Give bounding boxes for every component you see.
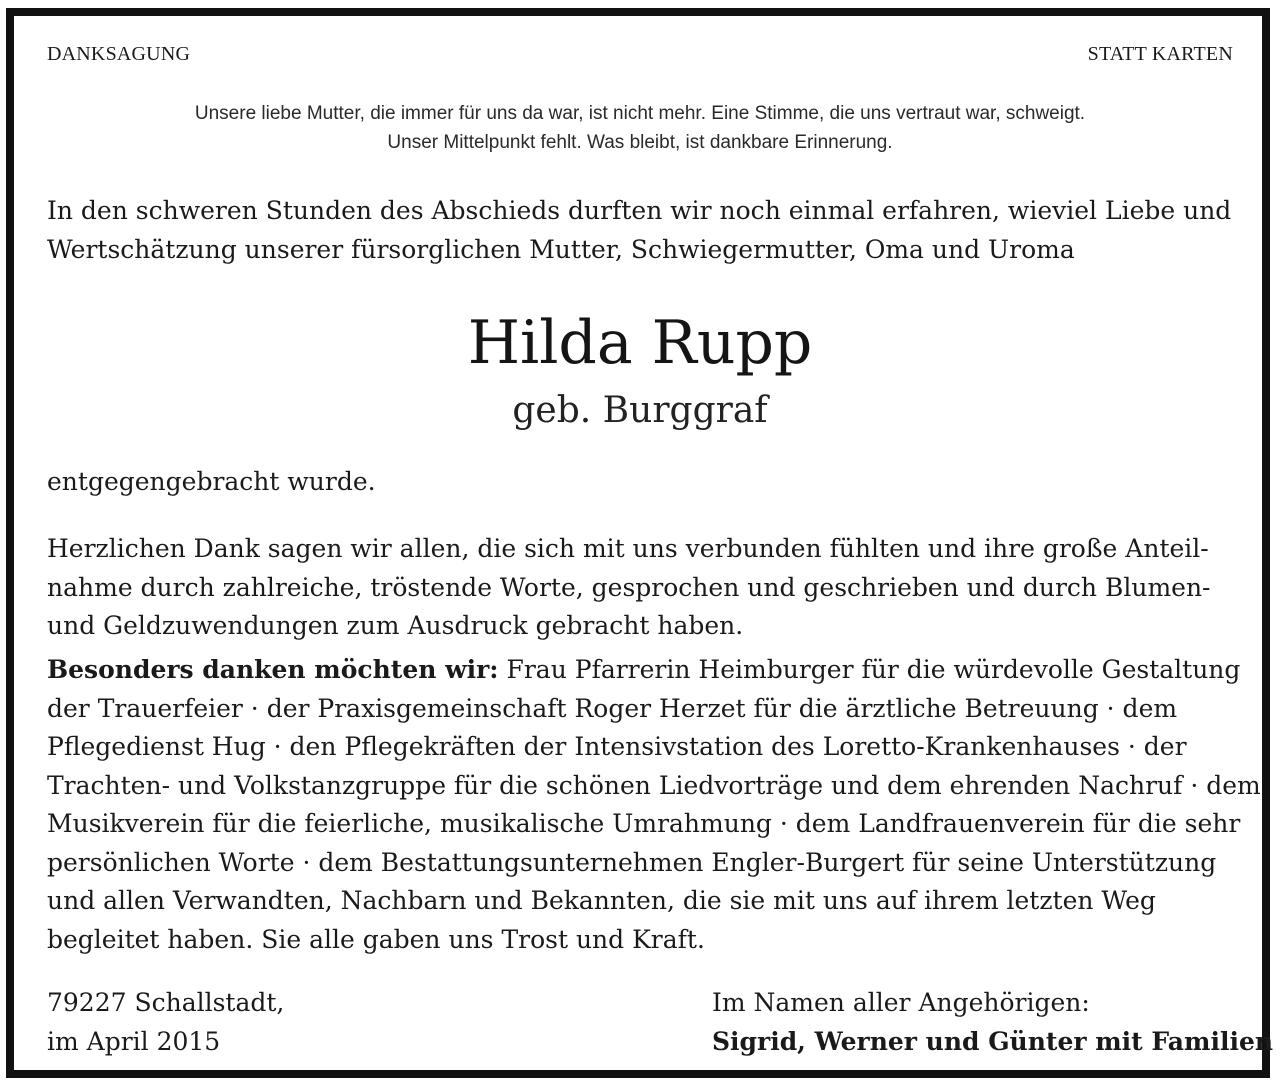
special-thanks-paragraph — [47, 651, 1261, 959]
special-line: Trachten- und Volkstanzgruppe für die schönen Liedvorträge und dem ehrenden Nachruf · dem — [47, 770, 1261, 800]
motto-line: Unser Mittelpunkt fehlt. Was bleibt, ist dankbare Erinnerung. — [387, 132, 893, 153]
thanks-paragraph — [47, 530, 1242, 646]
maiden-name: geb. Burggraf — [512, 390, 768, 431]
motto-line: Unsere liebe Mutter, die immer für uns da war, ist nicht mehr. Eine Stimme, die uns vertraut war, schweigt. — [194, 103, 1086, 124]
header-statt-karten: STATT KARTEN — [1087, 43, 1233, 65]
date-line: im April 2015 — [47, 1026, 221, 1056]
signature-names: Sigrid, Werner und Günter mit Familien — [712, 1026, 1274, 1056]
intro-paragraph — [47, 192, 1242, 269]
special-line: der Trauerfeier · der Praxisgemeinschaft Roger Herzet für die ärztliche Betreuung · dem — [47, 693, 1178, 723]
special-line-text: Frau Pfarrerin Heimburger für die würdevolle Gestaltung — [498, 655, 1241, 684]
intro-line: In den schweren Stunden des Abschieds durften wir noch einmal erfahren, wieviel Liebe und — [47, 196, 1232, 225]
thanks-line: Herzlichen Dank sagen wir allen, die sich mit uns verbunden fühlten und ihre große Anteil- — [47, 534, 1209, 563]
place-line: 79227 Schallstadt, — [47, 988, 285, 1017]
intro-line: Wertschätzung unserer fürsorglichen Mutter, Schwiegermutter, Oma und Uroma — [47, 234, 1075, 264]
signature-intro: Im Namen aller Angehörigen: — [712, 988, 1090, 1017]
thanks-line: und Geldzuwendungen zum Ausdruck gebracht haben. — [47, 611, 744, 640]
special-thanks-lead: Besonders danken möchten wir: — [47, 655, 499, 684]
special-line: Pflegedienst Hug · den Pflegekräften der Intensivstation des Loretto-Krankenhauses · der — [47, 732, 1187, 761]
header-danksagung: DANKSAGUNG — [47, 43, 191, 65]
signature — [712, 984, 1273, 1061]
after-name-line: entgegengebracht wurde. — [47, 467, 376, 496]
thanks-line: nahme durch zahlreiche, tröstende Worte, gesprochen und geschrieben und durch Blumen- — [47, 572, 1211, 602]
place-date — [47, 984, 284, 1061]
special-line: Musikverein für die feierliche, musikalische Umrahmung · dem Landfrauenverein für die sehr — [47, 809, 1241, 838]
motto — [0, 99, 1280, 157]
special-line: und allen Verwandten, Nachbarn und Bekannten, die sie mit uns auf ihrem letzten Weg — [47, 886, 1156, 915]
special-line: persönlichen Worte · dem Bestattungsunternehmen Engler-Burgert für seine Unterstützung — [47, 847, 1217, 877]
special-line: begleitet haben. Sie alle gaben uns Trost und Kraft. — [47, 924, 705, 954]
deceased-name: Hilda Rupp — [467, 308, 813, 378]
after-name-paragraph — [47, 463, 1242, 502]
special-line — [47, 651, 1242, 690]
